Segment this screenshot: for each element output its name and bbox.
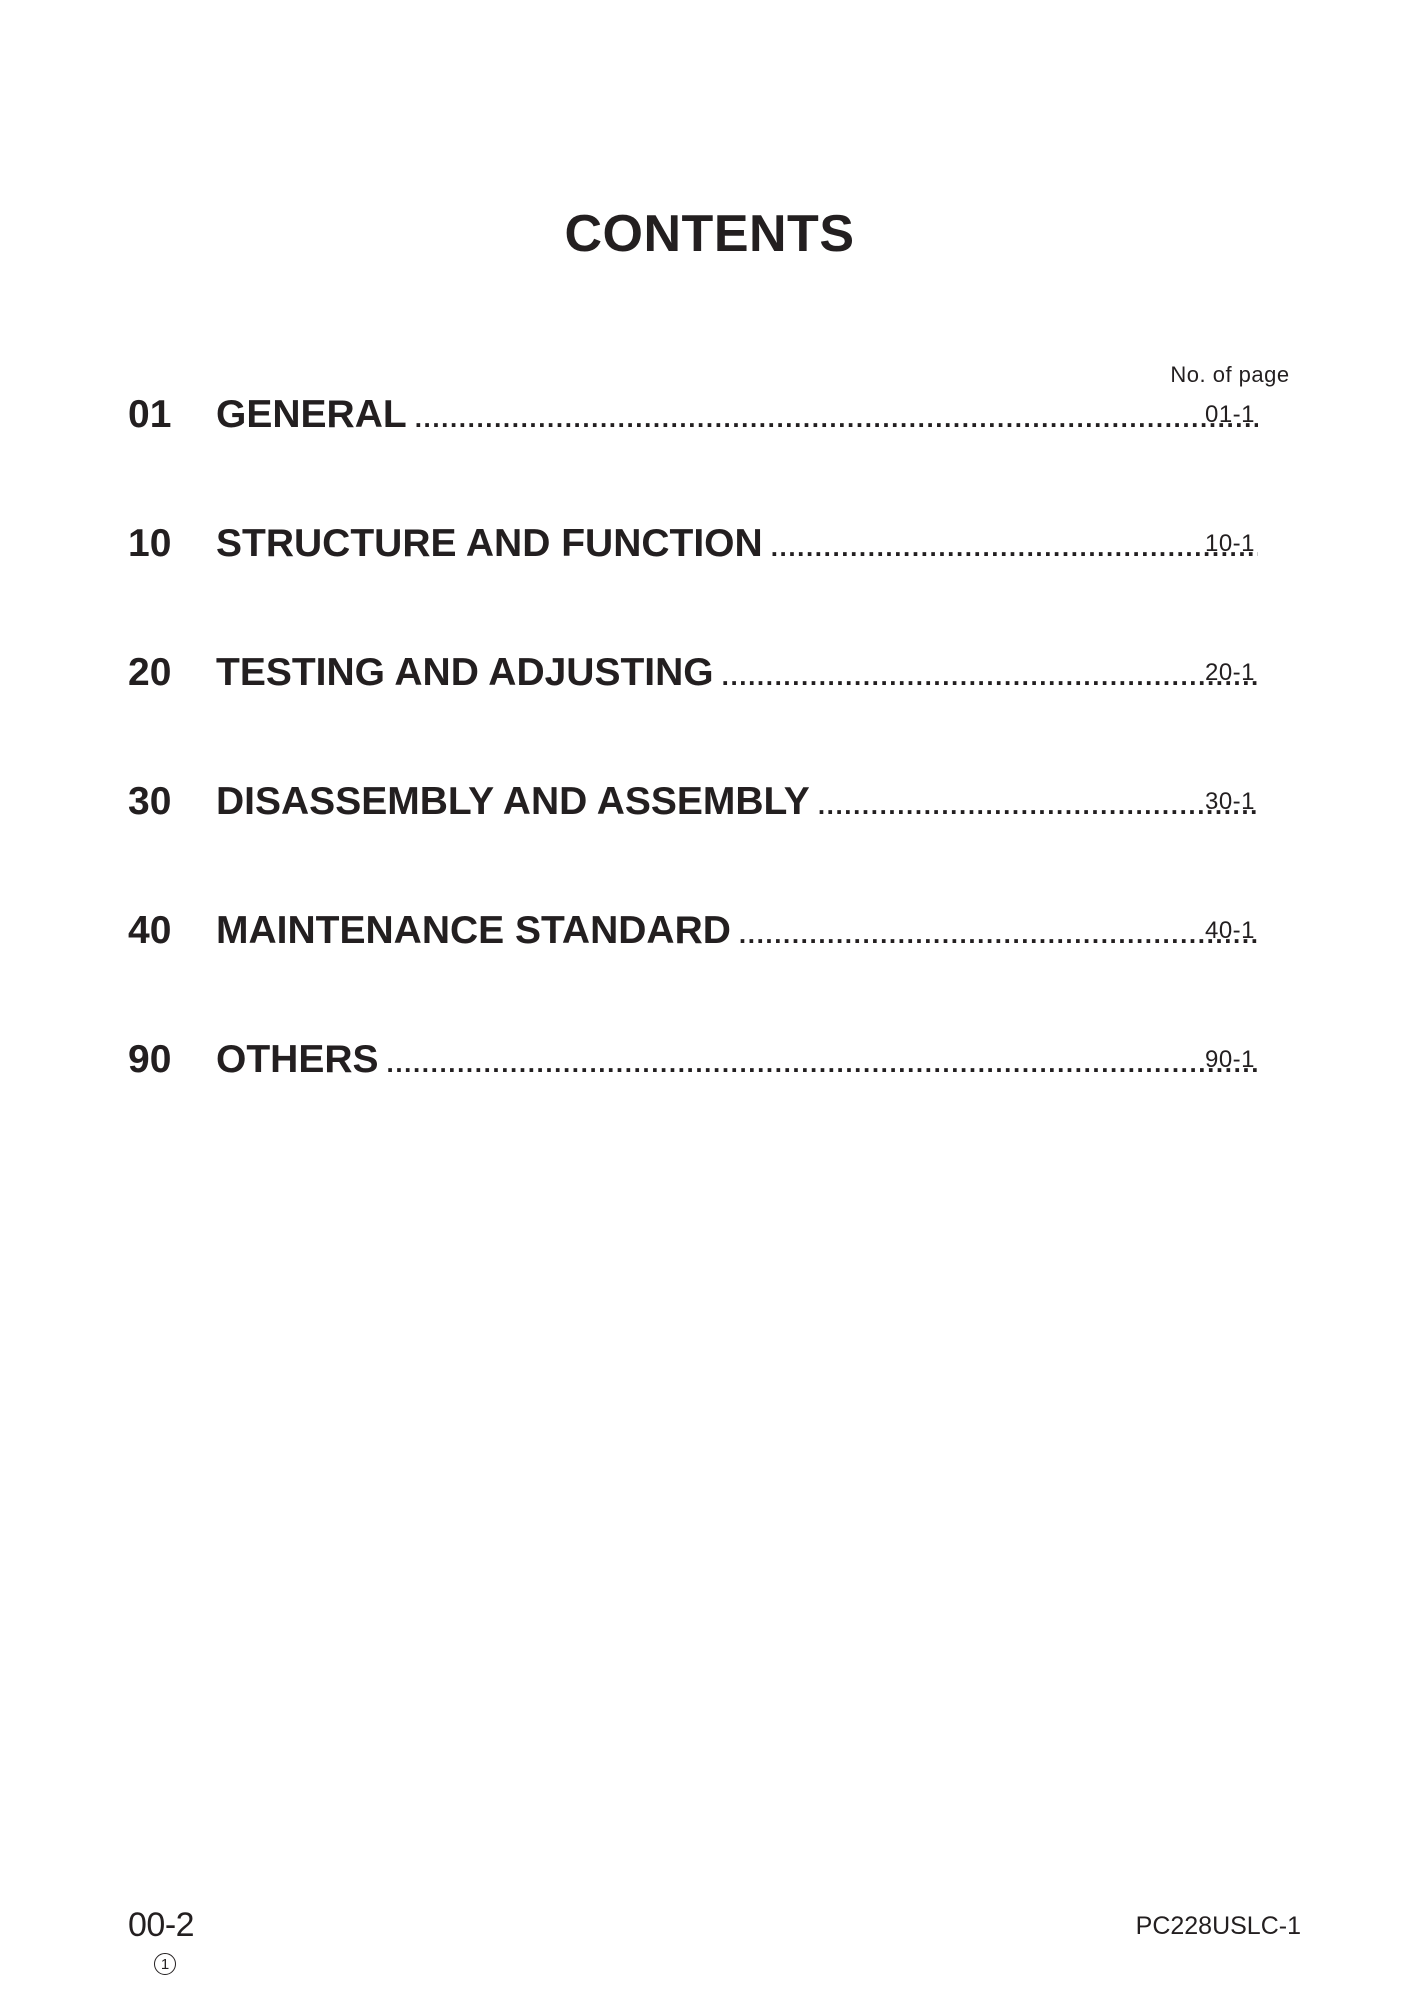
toc-page-ref[interactable]: 10-1	[1204, 530, 1256, 557]
toc-entry-testing-and-adjusting[interactable]	[128, 643, 1258, 703]
toc-section-number: 10	[128, 522, 172, 565]
toc-entry-structure-and-function[interactable]	[128, 514, 1258, 574]
toc-section-number: 40	[128, 909, 172, 952]
toc-section-number: 01	[128, 393, 172, 436]
toc-entry-maintenance-standard[interactable]	[128, 901, 1258, 961]
dot-leader	[415, 388, 1258, 448]
page-title: CONTENTS	[564, 205, 855, 263]
page-column-header: No. of page	[1170, 362, 1290, 387]
footer-model-code: PC228USLC-1	[1135, 1912, 1301, 1940]
toc-page-ref[interactable]: 40-1	[1204, 917, 1256, 944]
toc-entry-general[interactable]	[128, 385, 1258, 445]
toc-page-ref[interactable]: 01-1	[1204, 401, 1256, 428]
toc-page-ref[interactable]: 90-1	[1204, 1046, 1256, 1073]
toc-page-ref[interactable]: 20-1	[1204, 659, 1256, 686]
dot-leader	[387, 1033, 1258, 1093]
toc-section-number: 90	[128, 1038, 172, 1081]
toc-section-number: 20	[128, 651, 172, 694]
toc-page-ref[interactable]: 30-1	[1204, 788, 1256, 815]
toc-section-title: MAINTENANCE STANDARD	[216, 909, 731, 952]
toc-section-title: DISASSEMBLY AND ASSEMBLY	[216, 780, 810, 823]
footer-page-number: 00-2	[128, 1906, 195, 1944]
toc-section-title: TESTING AND ADJUSTING	[216, 651, 714, 694]
toc-section-title: OTHERS	[216, 1038, 379, 1081]
toc-section-title: STRUCTURE AND FUNCTION	[216, 522, 763, 565]
toc-section-title: GENERAL	[216, 393, 407, 436]
toc-section-number: 30	[128, 780, 172, 823]
toc-entry-disassembly-and-assembly[interactable]	[128, 772, 1258, 832]
toc-entry-others[interactable]	[128, 1030, 1258, 1090]
revision-mark-icon: 1	[154, 1953, 176, 1975]
